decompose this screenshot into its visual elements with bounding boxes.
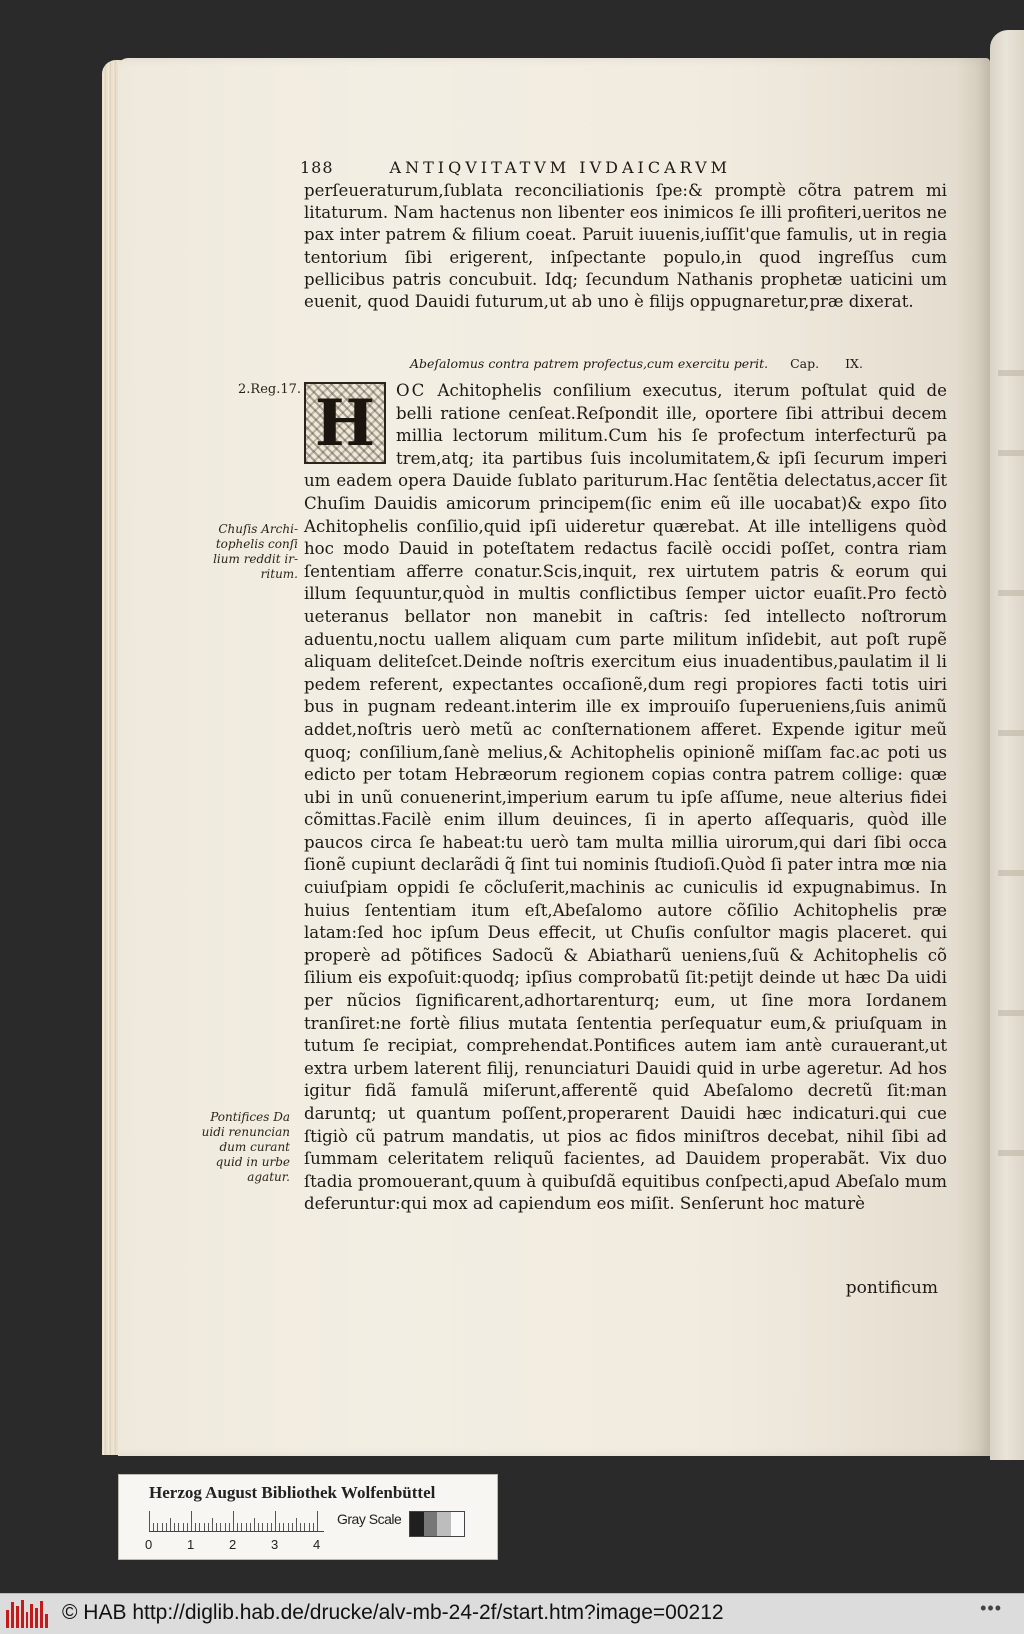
ruler-tick (283, 1523, 284, 1531)
gray-scale-swatch (409, 1511, 465, 1537)
logo-bar (30, 1604, 33, 1628)
ghost-text (998, 1010, 1024, 1016)
logo-bar (16, 1606, 19, 1628)
ruler-tick (187, 1523, 188, 1531)
gray-scale-label: Gray Scale (337, 1511, 402, 1527)
ruler-tick (258, 1523, 259, 1531)
library-name: Herzog August Bibliothek Wolfenbüttel (149, 1483, 436, 1502)
paragraph-continuation: perſeueraturum,ſublata reconciliationis ſpe:& promptè cõtra patrem mi litaturum. Nam hactenus non libenter eos inimicos ſe illi profiteri,ueritos ne pax inter patrem & filium coeat. Paruit iuuenis,iuſſit'que famulis, ut in regia tentorium ſibi erigerent, inſpectante populo,in quod ingreſſus cum pellicibus patris concubuit. Idq; ſecundum Nathanis prophetæ uaticini um euenit, quod Dauidi futurum,ut ab uno è filijs oppugnaretur,præ dixerat. (304, 181, 947, 312)
chapter-title: Abeſalomus contra patrem profectus,cum exercitu perit. (410, 356, 769, 371)
ruler-tick (195, 1523, 196, 1531)
logo-bar (11, 1602, 14, 1628)
ruler-tick (204, 1523, 205, 1531)
chapter-label: Cap. (790, 356, 820, 371)
ruler-tick (229, 1523, 230, 1531)
footer-bar (0, 1593, 1024, 1634)
marginal-note-reference: 2.Reg.17. (238, 382, 302, 397)
ruler-tick (153, 1523, 154, 1531)
ruler-tick (149, 1511, 150, 1531)
ruler-tick (162, 1523, 163, 1531)
chapter-lead-letters: OC (396, 381, 427, 400)
page-number: 188 (300, 158, 334, 177)
chapter-body (304, 380, 947, 1216)
ruler-tick (267, 1523, 268, 1531)
ruler-tick (317, 1511, 318, 1531)
marginal-note-pontifices: Pontifices Da uidi renuncian dum curant quid in urbe agatur. (201, 1110, 290, 1184)
ghost-text (998, 370, 1024, 376)
ruler-tick (225, 1523, 226, 1531)
ghost-text (998, 450, 1024, 456)
ghost-text (998, 730, 1024, 736)
decorated-initial (304, 382, 386, 464)
catchword: pontificum (845, 1278, 938, 1298)
ruler-tick (275, 1511, 276, 1531)
ruler-tick (237, 1523, 238, 1531)
ruler-tick (288, 1523, 289, 1531)
ghost-text (998, 1150, 1024, 1156)
ruler-tick (279, 1523, 280, 1531)
logo-bar (35, 1608, 38, 1628)
logo-bar (6, 1610, 9, 1628)
ruler-tick (174, 1523, 175, 1531)
ruler-tick (254, 1518, 255, 1531)
ruler-tick (208, 1523, 209, 1531)
ruler-tick (157, 1523, 158, 1531)
ruler-tick (271, 1523, 272, 1531)
ruler-number: 0 (145, 1537, 153, 1552)
next-page-edge (990, 30, 1024, 1460)
ruler-tick (300, 1523, 301, 1531)
ruler-tick (191, 1511, 192, 1531)
more-options-icon[interactable]: ••• (980, 1598, 1002, 1618)
ruler-tick (220, 1523, 221, 1531)
ruler-tick (246, 1523, 247, 1531)
ghost-text (998, 870, 1024, 876)
chapter-number: IX. (845, 356, 863, 371)
ruler-tick (313, 1523, 314, 1531)
ruler-tick (250, 1523, 251, 1531)
chapter-heading (410, 356, 890, 371)
ruler (149, 1509, 324, 1532)
ruler-tick (296, 1518, 297, 1531)
copyright-url[interactable]: © HAB http://diglib.hab.de/drucke/alv-mb-24-2f/start.htm?image=00212 (62, 1601, 724, 1624)
ruler-tick (170, 1518, 171, 1531)
logo-bar (40, 1601, 43, 1628)
ruler-tick (178, 1523, 179, 1531)
ruler-tick (309, 1523, 310, 1531)
ruler-number: 1 (187, 1537, 195, 1552)
ruler-tick (183, 1523, 184, 1531)
ruler-tick (166, 1523, 167, 1531)
ruler-number: 2 (229, 1537, 237, 1552)
ruler-tick (212, 1518, 213, 1531)
chapter-text: Achitophelis conſilium executus, iterum poſtulat quid de belli ratione cenſeat.Reſpondit ille, oportere ſibi attribui decem millia lectorum militum.Cum his ſe profectum interfecturũ pa trem,atq; ita partibus ſuis incolumitatem,& ipſi ſecurum imperi um eadem opera Dauide ſublato pariturum.Hac ſentẽtia delectatus,accer ſit Chuſim Dauidis amicorum principem(ſic enim eũ ille uocabat)& expo ſito Achitophelis conſilio,quid ipſi uideretur quærebat. At ille intelligens quòd hoc modo Dauid in poteſtatem redactus facilè occidi poſſet, contra riam ſententiam afferre conatur.Scis,inquit, rex uirtutem patris & eorum qui illum ſequuntur,quòd in multis conflictibus ſemper uictor euaſit.Pro fectò ueteranus bellator non manebit in caſtris: ſed intellecto noſtrorum aduentu,noctu uallem aliquam cum parte militum inſidebit, aut poſt rupẽ aliquam deliteſcet.Deinde noſtris exercitum eius inuadentibus,paulatim il li pedem referent, expectantes occaſionẽ,dum regi propiores facti totis uiri bus in pugnam redeant.interim ille ex improuiſo ſuperueniens,ſuis animũ addet,noſtris uerò metũ ac conſternationem afferet. Expende igitur meũ quoq; conſilium,ſanè melius,& Achitophelis opinionẽ miſſam fac.ac poti us edicto per totam Hebræorum regionem copias contra patrem collige: quæ ubi in unũ conuenerint,imperium earum tu ipſe aſſume, neue alterius fidei cõmittas.Facilè enim illum deuinces, ſi in aperto aſſequaris, quòd ille paucos circa ſe habeat:tu uerò tam multa millia uirorum,qui dari ſibi occa ſionẽ cupiunt declarãdi q̃ ſint tui nominis ſtudioſi.Quòd ſi pater intra mœ nia cuiuſpiam oppidi ſe cõcluſerit,machinis ac cuniculis id expugnabimus. In huius ſententiam itum eſt,Abeſalomo autore cõſilio Achitophelis præ latam:ſed hoc ipſum Deus effecit, ut Chuſis conſultor magis placeret. qui properè ad põtifices Sadocũ & Abiatharũ ueniens,ſuũ & Achitophelis cõ ſilium eis expoſuit:quodq; ipſius comprobatũ ſit:petijt deinde ut hæc Da uidi per nũcios ſignificarent,adhortarenturq; eum, ut ſine mora Iordanem tranſiret:ne fortè filius mutata ſententia perſequatur eum,& priuſquam in tutum ſe recipiat, comprehendat.Pontifices autem iam antè curauerant,ut extra urbem laterent filij, renunciaturi Dauidi quid in urbe ageretur. Ad hos igitur fidã famulã miſerunt,afferentẽ quid Abeſalomo decretũ ſit:man daruntq; ut quantum poſſent,properarent Dauidi hæc indicaturi.qui cue ſtigiò cũ patrum mandatis, ut pios ac fidos miniſtros decebat, nihil ſibi ad ſummam celeritatem reliquũ facientes, ad Dauidem properabãt. Vix duo ſtadia promouerant,quum à quibuſdã equitibus conſpecti,apud Abeſalo mum deferuntur:qui mox ad capiendum eos miſit. Senſerunt hoc maturè (304, 381, 947, 1214)
ghost-text (998, 590, 1024, 596)
running-title: ANTIQVITATVM IVDAICARVM (389, 158, 732, 177)
logo-bar (21, 1600, 24, 1628)
running-head (300, 158, 940, 177)
ruler-number: 3 (271, 1537, 279, 1552)
ruler-tick (216, 1523, 217, 1531)
logo-bar (26, 1612, 29, 1628)
ruler-tick (199, 1523, 200, 1531)
hab-logo-icon (6, 1600, 48, 1628)
logo-bar (45, 1614, 48, 1628)
initial-letter: H (314, 385, 376, 461)
ruler-tick (304, 1523, 305, 1531)
marginal-note-chusis: Chuſis Archi- tophelis conſi lium reddit ir- ritum. (213, 522, 298, 581)
ruler-tick (241, 1523, 242, 1531)
scale-bar-card (118, 1474, 498, 1560)
ruler-tick (292, 1523, 293, 1531)
ruler-number: 4 (313, 1537, 321, 1552)
ruler-tick (262, 1523, 263, 1531)
ruler-tick (233, 1511, 234, 1531)
